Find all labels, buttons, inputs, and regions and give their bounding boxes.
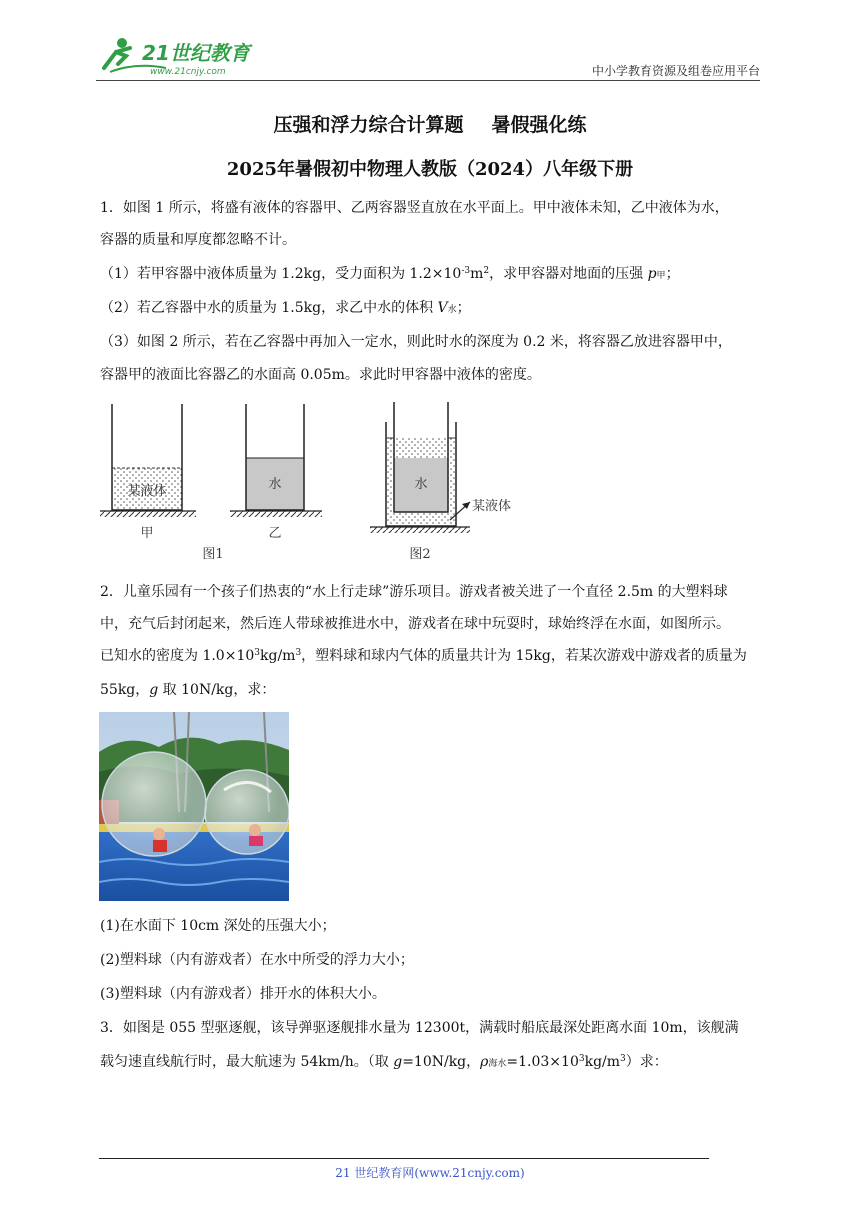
label-yi: 乙 <box>268 526 282 541</box>
q2-line2: 中，充气后封闭起来，然后连人带球被推进水中，游戏者在球中玩耍时，球始终浮在水面，如图所示。 <box>100 616 730 632</box>
doc-subtitle: 2025年暑假初中物理人教版（2024）八年级下册 <box>226 159 634 180</box>
footer-link[interactable]: 21 世纪教育网(www.21cnjy.com) <box>335 1166 525 1180</box>
q1-intro-line2: 容器的质量和厚度都忽略不计。 <box>100 232 296 248</box>
doc-title <box>0 110 860 137</box>
water-label: 水 <box>268 477 282 492</box>
fig2-liquid-label: 某液体 <box>472 499 512 514</box>
container-jia <box>100 404 196 541</box>
doc-title-main: 压强和浮力综合计算题 <box>273 114 464 136</box>
fig1-caption: 图1 <box>202 547 224 562</box>
q1-figures <box>98 398 528 568</box>
q3-line1: 3．如图是 055 型驱逐舰，该导弹驱逐舰排水量为 12300t，满载时船底最深处距离水面 10m，该舰满 <box>100 1020 739 1036</box>
page-header <box>96 34 760 80</box>
q1-sub1: （1）若甲容器中液体质量为 1.2kg，受力面积为 $1.2\times 10^{-3}m^2$，求甲容器对地面的压强 p甲； <box>100 266 680 282</box>
q2-line3: 已知水的密度为 $1.0\times 10^3kg/m^3$，塑料球和球内气体的质量共计为 15kg，若某次游戏中游戏者的质量为 <box>100 648 747 664</box>
svg-text:www.21cnjy.com: www.21cnjy.com <box>150 67 226 77</box>
q2-sub3: (3)塑料球（内有游戏者）排开水的体积大小。 <box>100 986 386 1002</box>
q2-sub1: (1)在水面下 10cm 深处的压强大小； <box>100 918 336 934</box>
label-jia: 甲 <box>140 526 154 541</box>
q2-line4: 55kg，g 取 10N/kg，求： <box>100 682 276 698</box>
q1-sub3-line2: 容器甲的液面比容器乙的水面高 0.05m。求此时甲容器中液体的密度。 <box>100 367 541 383</box>
footer-divider <box>99 1158 709 1159</box>
q1-intro-line1: 1．如图 1 所示，将盛有液体的容器甲、乙两容器竖直放在水平面上。甲中液体未知，乙中液体为水， <box>100 200 729 216</box>
q1-sub3-line1: （3）如图 2 所示，若在乙容器中再加入一定水，则此时水的深度为 0.2 米，将容器乙放进容器甲中， <box>100 334 732 350</box>
figure-2 <box>370 402 511 562</box>
header-divider <box>96 80 760 81</box>
doc-title-tag: 暑假强化练 <box>491 114 587 136</box>
q2-line1: 2．儿童乐园有一个孩子们热衷的“水上行走球”游乐项目。游戏者被关进了一个直径 2.5m 的大塑料球 <box>100 584 728 600</box>
water-ball-photo <box>99 712 289 901</box>
svg-text:21世纪教育: 21世纪教育 <box>142 41 250 65</box>
q1-sub2: （2）若乙容器中水的质量为 1.5kg，求乙中水的体积 V水； <box>100 300 471 316</box>
fig2-water-label: 水 <box>414 477 428 492</box>
liquid-label: 某液体 <box>127 484 167 499</box>
q3-line2: 载匀速直线航行时，最大航速为 54km/h。（取 g=10N/kg，ρ海水$=1.03\times 10^3kg/m^3$）求： <box>100 1054 668 1070</box>
site-logo <box>96 34 266 78</box>
platform-name: 中小学教育资源及组卷应用平台 <box>591 64 760 78</box>
container-yi <box>230 404 322 541</box>
q2-sub2: (2)塑料球（内有游戏者）在水中所受的浮力大小； <box>100 952 414 968</box>
fig2-caption: 图2 <box>409 547 431 562</box>
